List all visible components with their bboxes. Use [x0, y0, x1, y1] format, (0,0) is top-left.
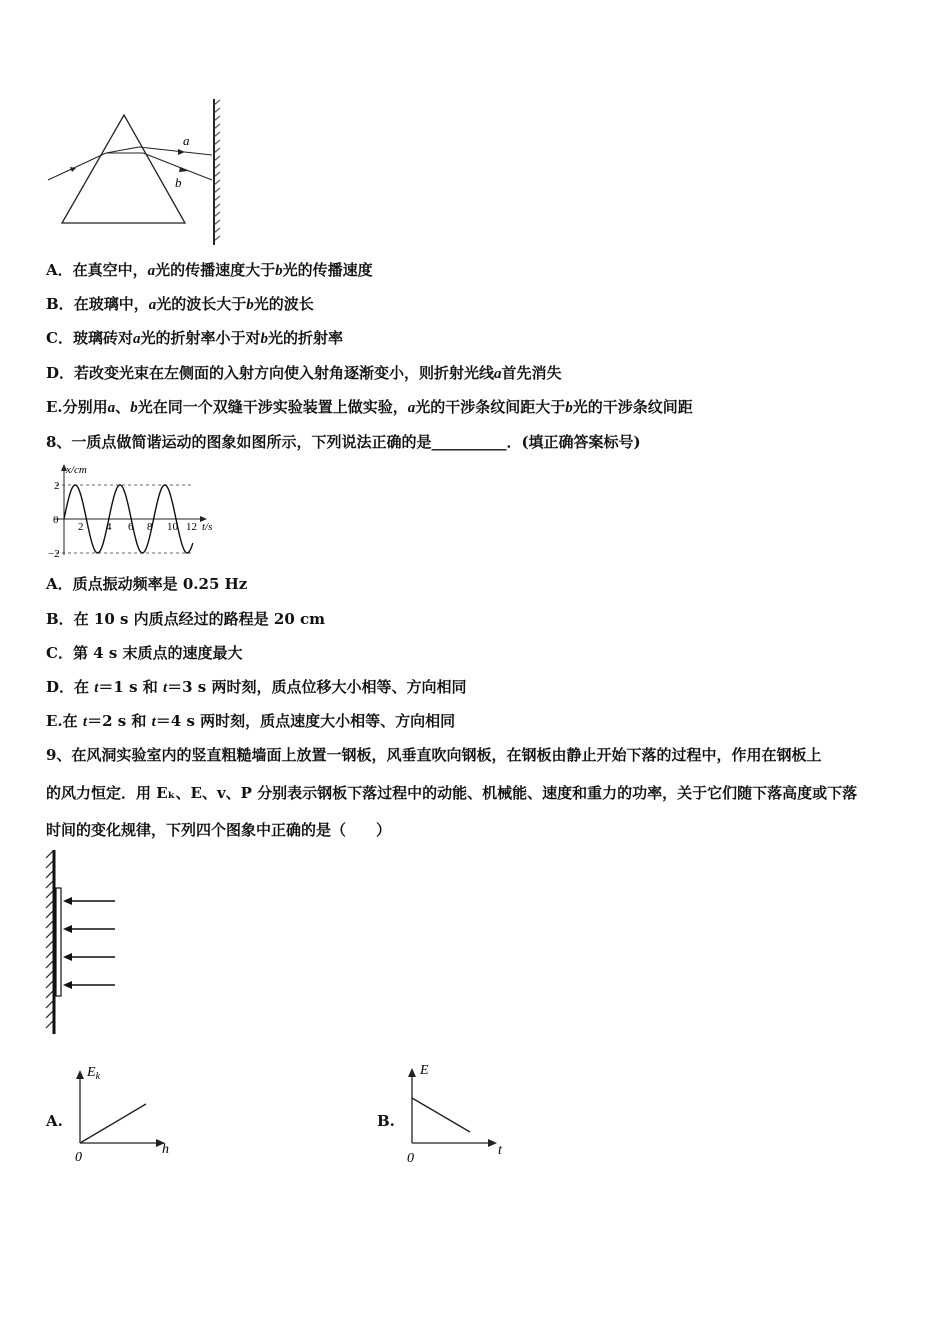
wind-wall-figure — [40, 848, 130, 1038]
y-axis-arrow — [76, 1070, 84, 1079]
label-a: a — [183, 133, 190, 148]
origin: 0 — [75, 1150, 82, 1165]
ray-b-arrow — [179, 167, 188, 172]
x-tick-12: 12 — [186, 521, 197, 533]
q7-option-c: C．玻璃砖对a光的折射率小于对b光的折射率 — [46, 329, 343, 347]
refracted-ray-upper — [106, 147, 139, 153]
y-tick-2: 2 — [54, 480, 60, 492]
q8-stem: 8、一质点做简谐运动的图象如图所示，下列说法正确的是__________．(填正确答案标号) — [46, 433, 641, 451]
x-tick-10: 10 — [167, 521, 178, 533]
q9-stem-line-2: 的风力恒定．用 Eₖ、E、v、P 分别表示钢板下落过程中的动能、机械能、速度和重力的功率，关于它们随下落高度或下落 — [46, 784, 858, 802]
q9-option-a-graph — [70, 1060, 190, 1170]
x-tick-6: 6 — [128, 521, 134, 533]
x-tick-2: 2 — [78, 521, 84, 533]
ray-a-arrow — [178, 149, 185, 155]
q8-option-e: E.在 t＝2 s 和 t＝4 s 两时刻，质点速度大小相等、方向相同 — [46, 712, 456, 730]
label-b: b — [175, 175, 182, 190]
y-tick-neg2: −2 — [48, 548, 60, 560]
x-axis-label: t/s — [202, 521, 213, 533]
q7-option-b: B．在玻璃中，a光的波长大于b光的波长 — [46, 295, 314, 313]
q8-option-b: B．在 10 s 内质点经过的路程是 20 cm — [46, 610, 325, 628]
x-axis-arrow — [488, 1139, 497, 1147]
y-label: $E_k$ — [87, 1065, 101, 1082]
wind-arrows — [70, 901, 115, 985]
incident-ray — [48, 153, 106, 180]
q8-option-c: C．第 4 s 末质点的速度最大 — [46, 644, 243, 662]
origin: 0 — [407, 1151, 414, 1166]
q8-option-a: A．质点振动频率是 0.25 Hz — [46, 575, 248, 593]
q9-option-b-graph — [402, 1058, 522, 1168]
ray-a — [139, 147, 212, 155]
y-axis-arrow — [408, 1068, 416, 1077]
q7-option-d: D．若改变光束在左侧面的入射方向使入射角逐渐变小，则折射光线a首先消失 — [46, 364, 562, 382]
q8-option-d: D．在 t＝1 s 和 t＝3 s 两时刻，质点位移大小相等、方向相同 — [46, 678, 467, 696]
q9-stem-line-3: 时间的变化规律，下列四个图象中正确的是（ ） — [46, 821, 392, 839]
ek-h-line — [80, 1104, 146, 1143]
wind-arrowhead — [63, 981, 72, 989]
prism-triangle — [62, 115, 185, 223]
wind-arrowhead — [63, 897, 72, 905]
wind-arrowhead — [63, 925, 72, 933]
x-tick-4: 4 — [106, 521, 112, 533]
origin-label: 0 — [53, 514, 59, 526]
q9-stem-line-1: 9、在风洞实验室内的竖直粗糙墙面上放置一钢板，风垂直吹向钢板，在钢板由静止开始下落的过程中，作用在钢板上 — [46, 746, 822, 764]
y-label: E — [420, 1063, 429, 1078]
shm-graph — [44, 462, 224, 560]
wind-arrowhead — [63, 953, 72, 961]
steel-plate — [56, 888, 61, 996]
prism-figure — [40, 95, 240, 250]
q7-option-a: A．在真空中，a光的传播速度大于b光的传播速度 — [46, 261, 373, 279]
q9-option-b-letter: B. — [377, 1112, 395, 1130]
x-label: h — [162, 1142, 169, 1157]
x-label: t — [498, 1143, 502, 1158]
x-tick-8: 8 — [147, 521, 153, 533]
y-axis-label: x/cm — [66, 464, 87, 476]
q7-option-e: E.分别用a、b光在同一个双缝干涉实验装置上做实验，a光的干涉条纹间距大于b光的干涉条纹间距 — [46, 398, 693, 416]
q9-option-a-letter: A. — [46, 1112, 63, 1130]
e-t-line — [412, 1098, 470, 1132]
wall-hatching — [46, 851, 53, 1028]
